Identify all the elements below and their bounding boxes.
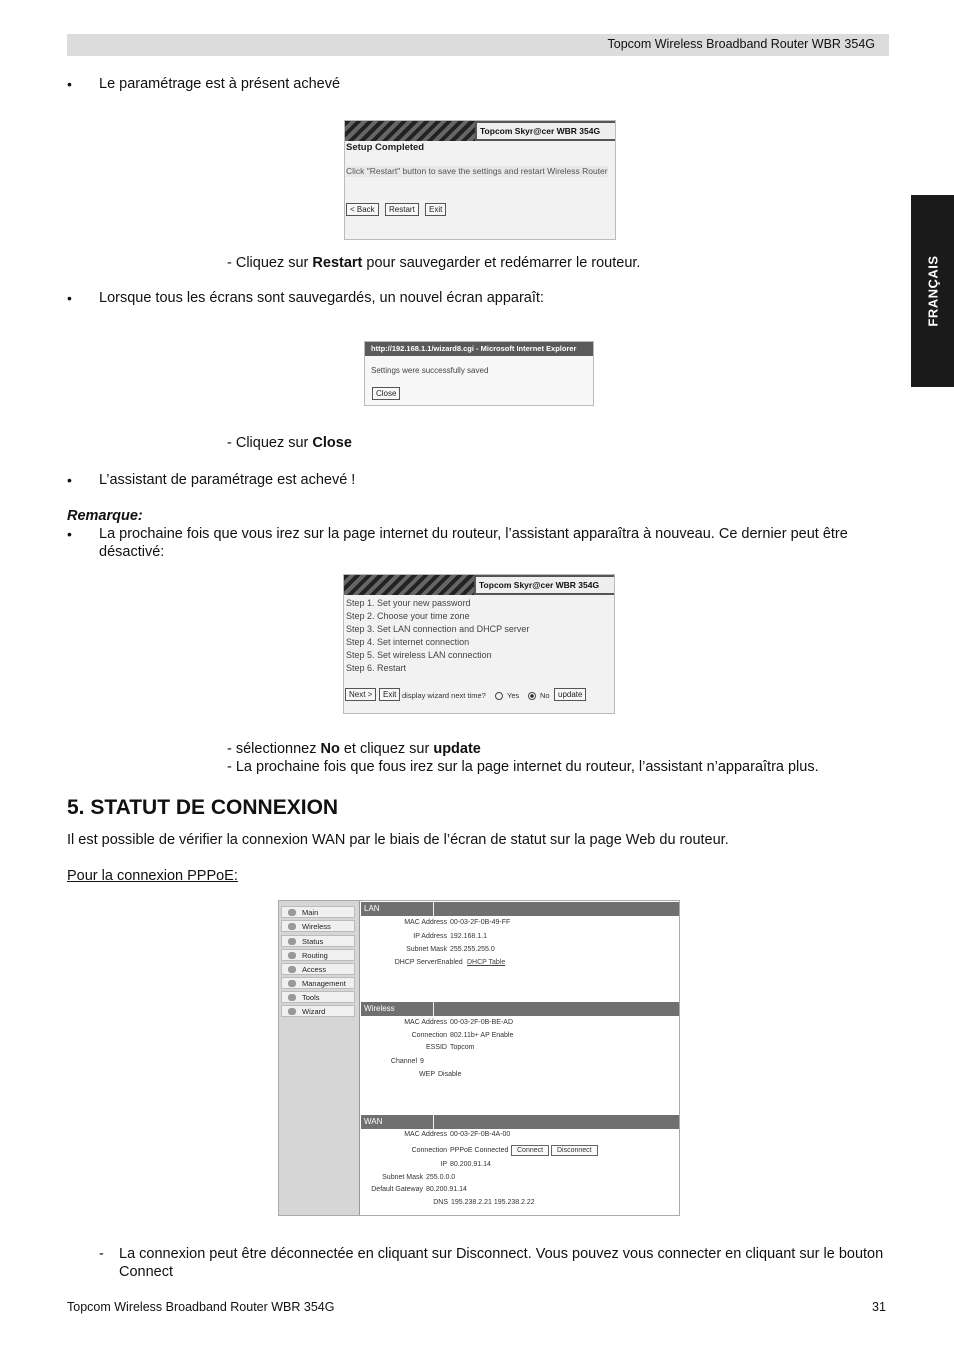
kv-key: WEP xyxy=(419,1071,435,1078)
kv-value: 80.200.91.14 xyxy=(426,1186,467,1193)
menu-bullet-icon xyxy=(288,966,296,973)
menu-item-wireless[interactable] xyxy=(281,920,355,932)
kv-key: Channel xyxy=(390,1058,417,1065)
menu-label: Tools xyxy=(302,993,320,1002)
kv-value: 802.11b+ AP Enable xyxy=(450,1032,514,1039)
remark-label: Remarque: xyxy=(67,508,143,524)
wizard-step: Step 1. Set your new password xyxy=(346,598,471,608)
connect-button[interactable]: Connect xyxy=(511,1145,549,1156)
wizard-next-time-question: display wizard next time? xyxy=(402,691,486,700)
setup-completed-screenshot xyxy=(344,120,616,240)
kv-key: IP xyxy=(440,1161,447,1168)
header-bar xyxy=(67,34,889,56)
instruction-restart xyxy=(227,254,640,272)
header-divider xyxy=(433,902,434,916)
router-logo xyxy=(344,575,474,595)
menu-label: Wireless xyxy=(302,922,331,931)
instruction-bold: Restart xyxy=(312,255,363,271)
menu-label: Wizard xyxy=(302,1007,326,1016)
yes-label: Yes xyxy=(507,691,520,700)
kv-value: PPPoE Connected xyxy=(450,1147,509,1154)
restart-button[interactable]: Restart xyxy=(385,203,419,216)
menu-bullet-icon xyxy=(288,923,296,930)
kv-value: Enabled xyxy=(437,959,463,966)
instruction-next-time: - La prochaine fois que fous irez sur la page internet du routeur, l’assistant n’apparaîtra plus. xyxy=(227,759,819,775)
wizard-step: Step 4. Set internet connection xyxy=(346,637,470,647)
bullet-text-3: L’assistant de paramétrage est achevé ! xyxy=(99,472,356,488)
dhcp-table-link[interactable]: DHCP Table xyxy=(467,959,506,966)
kv-key: ESSID xyxy=(425,1044,447,1051)
instruction-text: - sélectionnez xyxy=(227,741,321,757)
menu-bullet-icon xyxy=(288,909,296,916)
kv-key: IP Address xyxy=(413,933,447,940)
menu-item-wizard[interactable] xyxy=(281,1005,355,1017)
browser-title-bar: http://192.168.1.1/wizard8.cgi - Microsoft Internet Explorer xyxy=(365,342,593,356)
kv-value: Disable xyxy=(438,1071,462,1078)
menu-item-management[interactable] xyxy=(281,977,355,989)
instruction-text: - Cliquez sur xyxy=(227,255,313,271)
status-screenshot xyxy=(278,900,680,1216)
instruction-bold: update xyxy=(433,741,481,757)
section-heading: 5. STATUT DE CONNEXION xyxy=(67,796,339,819)
footnote-text: La connexion peut être déconnectée en cliquant sur Disconnect. Vous pouvez vous connecter en cliquant sur le bouton Connect xyxy=(119,1246,884,1280)
menu-item-routing[interactable] xyxy=(281,949,355,961)
menu-bullet-icon xyxy=(288,952,296,959)
language-tab-label: FRANÇAIS xyxy=(925,255,940,327)
kv-key: MAC Address xyxy=(404,1019,447,1026)
kv-key: MAC Address xyxy=(404,1131,447,1138)
kv-key: Subnet Mask xyxy=(382,1174,423,1181)
kv-value: 255.0.0.0 xyxy=(426,1174,456,1181)
update-button[interactable]: update xyxy=(554,688,586,701)
section-title: Wireless xyxy=(364,1004,395,1013)
kv-value: 00-03-2F-0B-BE-AD xyxy=(450,1019,514,1026)
settings-saved-screenshot xyxy=(364,341,594,406)
section-intro: Il est possible de vérifier la connexion WAN par le biais de l’écran de statut sur la page Web du routeur. xyxy=(67,832,729,848)
kv-value: 255.255.255.0 xyxy=(450,946,495,953)
instruction-text: - Cliquez sur xyxy=(227,435,313,451)
exit-button[interactable]: Exit xyxy=(379,688,400,701)
instruction-update xyxy=(227,740,481,758)
disconnect-button[interactable]: Disconnect xyxy=(551,1145,598,1156)
bullet-marker: • xyxy=(67,290,72,306)
kv-value: Topcom xyxy=(450,1044,475,1051)
menu-bullet-icon xyxy=(288,938,296,945)
wan-section-header xyxy=(361,1115,679,1129)
instruction-text: pour sauvegarder et redémarrer le routeur. xyxy=(362,255,641,271)
wizard-step: Step 5. Set wireless LAN connection xyxy=(346,650,492,660)
kv-key: DHCP Server xyxy=(394,959,437,966)
kv-key: MAC Address xyxy=(404,919,447,926)
kv-value: 00-03-2F-0B-4A-00 xyxy=(450,1131,511,1138)
kv-value: 192.168.1.1 xyxy=(450,933,487,940)
kv-key: Subnet Mask xyxy=(406,946,447,953)
instruction-bold: Close xyxy=(312,435,352,451)
screenshot-banner xyxy=(345,121,615,141)
close-button[interactable]: Close xyxy=(372,387,400,400)
exit-button[interactable]: Exit xyxy=(425,203,446,216)
wizard-steps-screenshot xyxy=(343,574,615,714)
footnote-dash: - xyxy=(99,1246,104,1262)
pppoe-label: Pour la connexion PPPoE: xyxy=(67,868,238,884)
menu-bullet-icon xyxy=(288,994,296,1001)
header-divider xyxy=(433,1115,434,1129)
router-brand: Topcom Skyr@cer WBR 354G xyxy=(477,123,615,139)
menu-bullet-icon xyxy=(288,980,296,987)
bullet-text-2: Lorsque tous les écrans sont sauvegardés, un nouvel écran apparaît: xyxy=(99,290,544,306)
settings-saved-text: Settings were successfully saved xyxy=(371,366,489,375)
menu-item-access[interactable] xyxy=(281,963,355,975)
lan-section-header xyxy=(361,902,679,916)
instruction-text: et cliquez sur xyxy=(339,741,434,757)
bullet-marker: • xyxy=(67,526,72,542)
menu-item-tools[interactable] xyxy=(281,991,355,1003)
menu-label: Routing xyxy=(302,951,328,960)
wireless-section-header xyxy=(361,1002,679,1016)
menu-item-main[interactable] xyxy=(281,906,355,918)
menu-label: Status xyxy=(302,937,324,946)
kv-key: DNS xyxy=(433,1199,448,1206)
header-divider xyxy=(433,1002,434,1016)
section-title: WAN xyxy=(364,1117,383,1126)
menu-label: Main xyxy=(302,908,319,917)
menu-label: Management xyxy=(302,979,346,988)
menu-bullet-icon xyxy=(288,1008,296,1015)
bullet-marker: • xyxy=(67,472,72,488)
setup-completed-title: Setup Completed xyxy=(346,142,425,153)
kv-value: 9 xyxy=(420,1058,424,1065)
kv-key: Connection xyxy=(411,1147,447,1154)
kv-value: 195.238.2.21 195.238.2.22 xyxy=(451,1199,535,1206)
next-button[interactable]: Next > xyxy=(345,688,376,701)
kv-value: 00-03-2F-0B-49-FF xyxy=(450,919,511,926)
instruction-close xyxy=(227,434,352,452)
bullet-text-1: Le paramétrage est à présent achevé xyxy=(99,76,341,92)
kv-key: Default Gateway xyxy=(371,1186,423,1193)
bullet-marker: • xyxy=(67,76,72,92)
section-title: LAN xyxy=(364,904,380,913)
wizard-step: Step 2. Choose your time zone xyxy=(346,611,470,621)
back-button[interactable]: < Back xyxy=(346,203,379,216)
wizard-step: Step 3. Set LAN connection and DHCP server xyxy=(346,624,530,634)
screenshot-banner xyxy=(344,575,614,595)
language-tab xyxy=(911,195,954,387)
page-number: 31 xyxy=(872,1300,886,1314)
header-title: Topcom Wireless Broadband Router WBR 354G xyxy=(607,37,875,51)
menu-item-status[interactable] xyxy=(281,935,355,947)
kv-key: Connection xyxy=(411,1032,447,1039)
menu-label: Access xyxy=(302,965,327,974)
router-menu xyxy=(279,901,360,1215)
router-logo xyxy=(345,121,475,141)
instruction-bold: No xyxy=(320,741,340,757)
wizard-step: Step 6. Restart xyxy=(346,663,407,673)
no-label: No xyxy=(540,691,550,700)
footer-title: Topcom Wireless Broadband Router WBR 354G xyxy=(67,1300,335,1314)
bullet-text-4: La prochaine fois que vous irez sur la page internet du routeur, l’assistant apparaîtra à nouveau. Ce dernier peut être désactivé: xyxy=(99,526,848,560)
kv-value: 80.200.91.14 xyxy=(450,1161,491,1168)
setup-completed-text: Click "Restart" button to save the settings and restart Wireless Router xyxy=(346,166,608,176)
yes-radio[interactable] xyxy=(495,692,503,700)
no-radio[interactable] xyxy=(528,692,536,700)
router-brand: Topcom Skyr@cer WBR 354G xyxy=(476,577,614,593)
